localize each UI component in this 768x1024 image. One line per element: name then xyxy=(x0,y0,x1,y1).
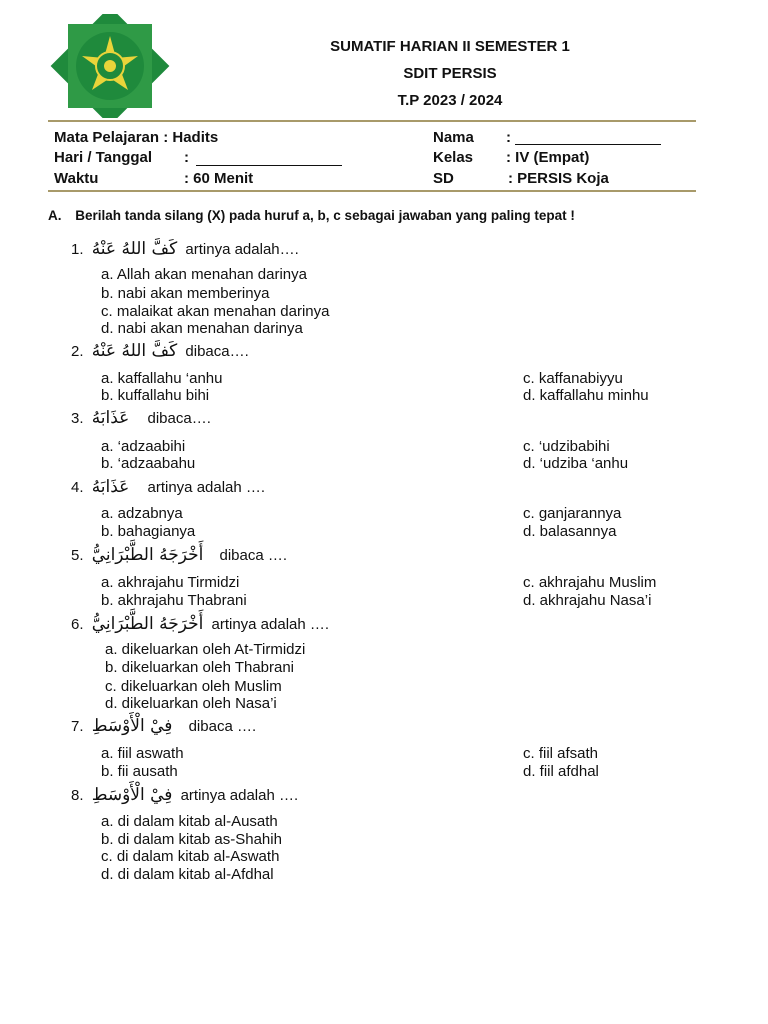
question-4 xyxy=(71,477,265,497)
question-text: dibaca…. xyxy=(147,410,211,427)
option-4b[interactable]: b. bahagianya xyxy=(101,523,196,540)
question-text: artinya adalah …. xyxy=(147,479,266,496)
name-colon: : xyxy=(506,129,511,146)
date-blank[interactable] xyxy=(196,151,342,166)
question-text: artinya adalah…. xyxy=(185,241,299,258)
option-5c[interactable]: c. akhrajahu Muslim xyxy=(523,574,657,591)
option-2a[interactable]: a. kaffallahu ‘anhu xyxy=(101,370,223,387)
option-7a[interactable]: a. fiil aswath xyxy=(101,745,184,762)
option-2d[interactable]: d. kaffallahu minhu xyxy=(523,387,649,404)
question-text: dibaca …. xyxy=(219,547,288,564)
option-8b[interactable]: b. di dalam kitab as-Shahih xyxy=(101,831,282,848)
arabic-phrase: كَفَّ اللهُ عَنْهُ xyxy=(91,341,178,361)
option-6a[interactable]: a. dikeluarkan oleh At-Tirmidzi xyxy=(105,641,306,658)
option-6b[interactable]: b. dikeluarkan oleh Thabrani xyxy=(105,659,295,676)
question-7 xyxy=(71,716,256,736)
arabic-phrase: أَخْرَجَهُ الطَّبْرَانِيُّ xyxy=(91,545,204,565)
question-8 xyxy=(71,785,298,805)
question-number: 3. xyxy=(71,410,84,427)
question-6 xyxy=(71,614,329,634)
arabic-phrase: فِيْ الْأَوْسَطِ xyxy=(91,716,173,736)
time-value: : 60 Menit xyxy=(184,170,254,187)
time-label: Waktu xyxy=(54,170,99,187)
question-number: 8. xyxy=(71,787,84,804)
option-6c[interactable]: c. dikeluarkan oleh Muslim xyxy=(105,678,282,695)
header-school: SDIT PERSIS xyxy=(403,65,497,82)
option-7d[interactable]: d. fiil afdhal xyxy=(523,763,599,780)
option-2c[interactable]: c. kaffanabiyyu xyxy=(523,370,623,387)
option-5a[interactable]: a. akhrajahu Tirmidzi xyxy=(101,574,240,591)
arabic-phrase: عَذَابَهُ xyxy=(91,477,130,497)
option-3d[interactable]: d. ‘udziba ‘anhu xyxy=(523,455,629,472)
option-4a[interactable]: a. adzabnya xyxy=(101,505,183,522)
arabic-phrase: أَخْرَجَهُ الطَّبْرَانِيُّ xyxy=(91,614,204,634)
question-number: 1. xyxy=(71,241,84,258)
header-title: SUMATIF HARIAN II SEMESTER 1 xyxy=(330,38,570,55)
option-1d[interactable]: d. nabi akan menahan darinya xyxy=(101,320,303,337)
name-blank[interactable] xyxy=(515,130,661,145)
school-label: SD xyxy=(433,170,454,187)
option-8c[interactable]: c. di dalam kitab al-Aswath xyxy=(101,848,280,865)
question-text: dibaca…. xyxy=(185,343,249,360)
name-label: Nama xyxy=(433,129,474,146)
question-1 xyxy=(71,239,299,259)
top-divider xyxy=(48,120,696,122)
question-number: 4. xyxy=(71,479,84,496)
question-5 xyxy=(71,545,287,565)
question-2 xyxy=(71,341,249,361)
question-number: 7. xyxy=(71,718,84,735)
section-instruction xyxy=(48,208,575,223)
day-label-text: Hari / Tanggal xyxy=(54,149,153,166)
option-3b[interactable]: b. ‘adzaabahu xyxy=(101,455,196,472)
bottom-divider xyxy=(48,190,696,192)
option-5b[interactable]: b. akhrajahu Thabrani xyxy=(101,592,247,609)
option-2b[interactable]: b. kuffallahu bihi xyxy=(101,387,210,404)
class-label: Kelas xyxy=(433,149,474,166)
school-logo xyxy=(48,14,172,118)
option-8a[interactable]: a. di dalam kitab al-Ausath xyxy=(101,813,278,830)
option-1a[interactable]: a. Allah akan menahan darinya xyxy=(101,266,307,283)
arabic-phrase: كَفَّ اللهُ عَنْهُ xyxy=(91,239,178,259)
option-1b[interactable]: b. nabi akan memberinya xyxy=(101,285,270,302)
option-7b[interactable]: b. fii ausath xyxy=(101,763,178,780)
school-value: : PERSIS Koja xyxy=(508,170,609,187)
option-8d[interactable]: d. di dalam kitab al-Afdhal xyxy=(101,866,274,883)
subject-label: Mata Pelajaran : Hadits xyxy=(54,129,219,146)
arabic-phrase: عَذَابَهُ xyxy=(91,408,130,428)
question-text: dibaca …. xyxy=(188,718,257,735)
instruction-text: Berilah tanda silang (X) pada huruf a, b, c sebagai jawaban yang paling tepat ! xyxy=(75,208,575,223)
question-3 xyxy=(71,408,211,428)
option-4c[interactable]: c. ganjarannya xyxy=(523,505,622,522)
option-1c[interactable]: c. malaikat akan menahan darinya xyxy=(101,303,330,320)
option-3a[interactable]: a. ‘adzaabihi xyxy=(101,438,186,455)
option-6d[interactable]: d. dikeluarkan oleh Nasa’i xyxy=(105,695,277,712)
section-label: A. xyxy=(48,208,62,223)
question-number: 2. xyxy=(71,343,84,360)
header-year: T.P 2023 / 2024 xyxy=(397,92,503,109)
day-colon: : xyxy=(184,149,189,166)
day-label xyxy=(54,149,189,166)
option-3c[interactable]: c. ‘udzibabihi xyxy=(523,438,610,455)
option-4d[interactable]: d. balasannya xyxy=(523,523,617,540)
option-7c[interactable]: c. fiil afsath xyxy=(523,745,599,762)
question-number: 5. xyxy=(71,547,84,564)
option-5d[interactable]: d. akhrajahu Nasa’i xyxy=(523,592,652,609)
arabic-phrase: فِيْ الْأَوْسَطِ xyxy=(91,785,173,805)
class-value: : IV (Empat) xyxy=(506,149,590,166)
question-text: artinya adalah …. xyxy=(180,787,299,804)
question-number: 6. xyxy=(71,616,84,633)
question-text: artinya adalah …. xyxy=(211,616,330,633)
